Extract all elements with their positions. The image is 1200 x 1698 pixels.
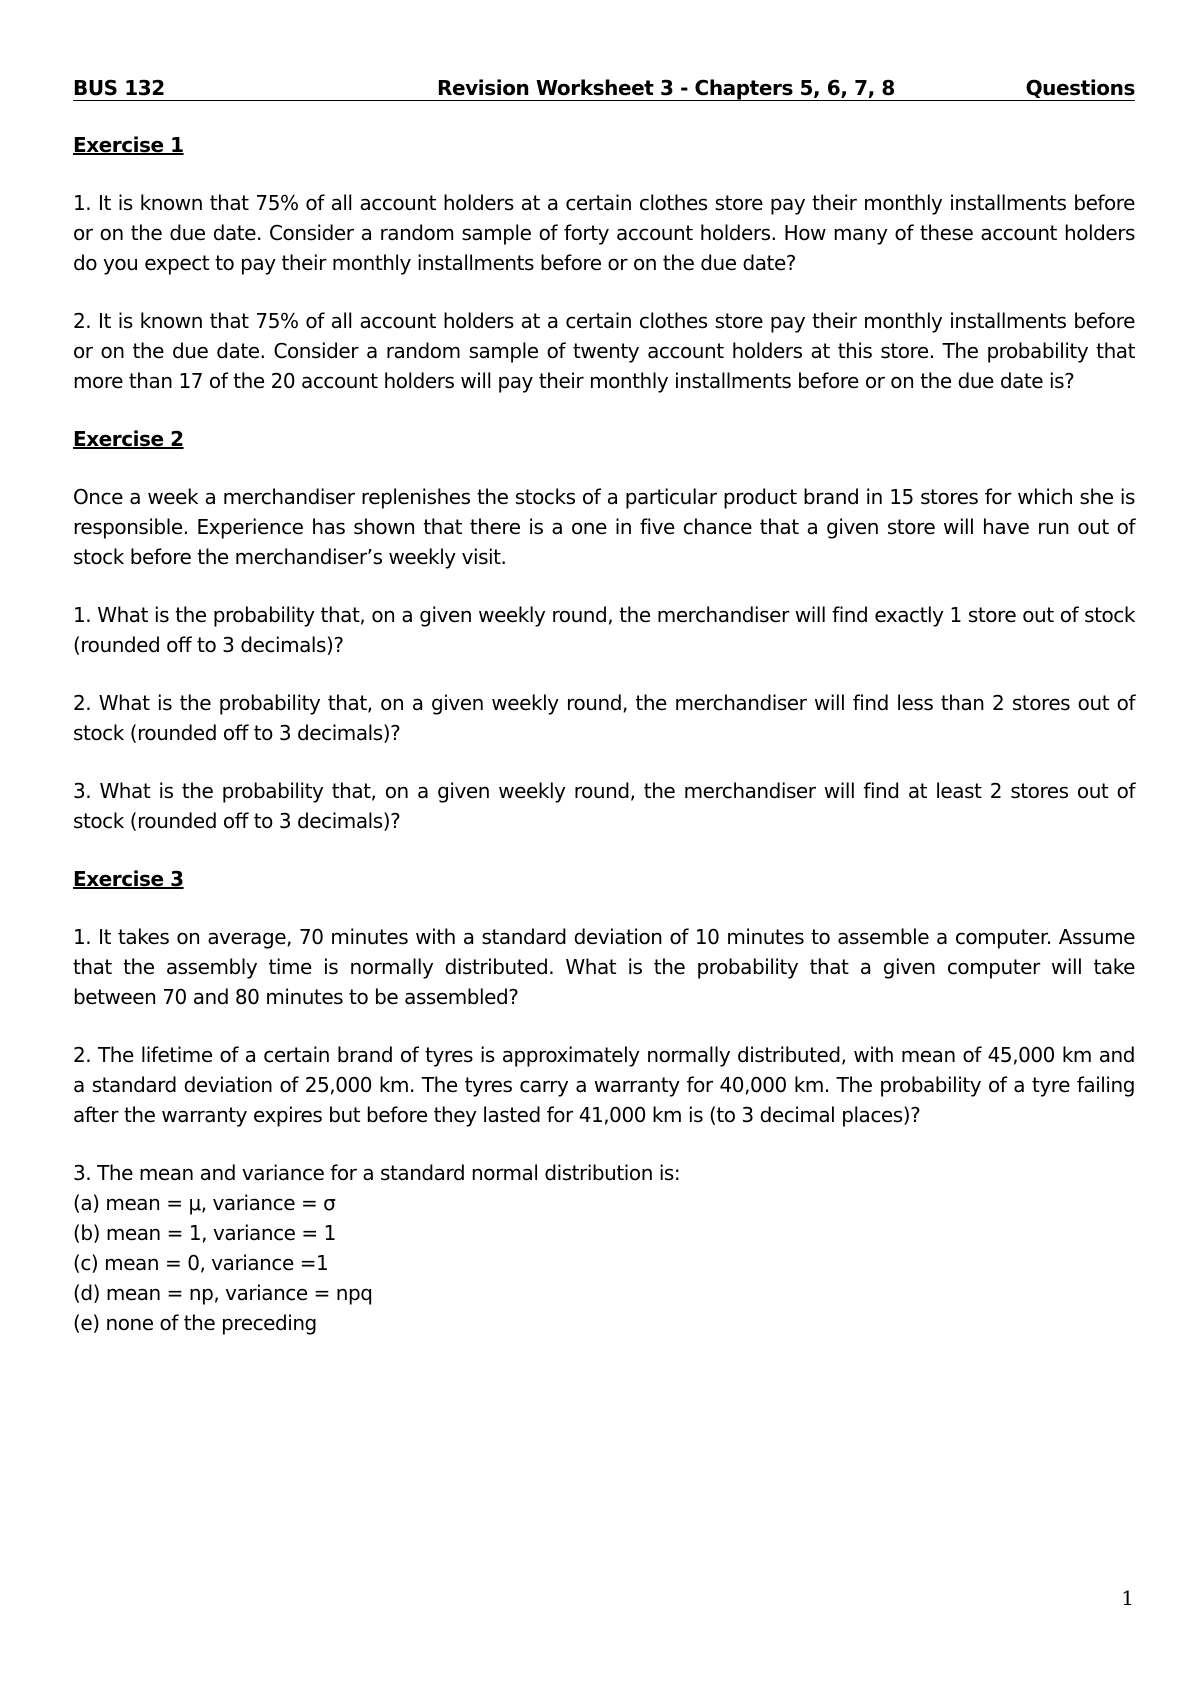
exercise-1	[73, 130, 1135, 396]
exercise-1-question-2: 2. It is known that 75% of all account holders at a certain clothes store pay their monthly installments before or on the due date. Consider a random sample of twenty account holders at this store. The probability that more than 17 of the 20 account holders will pay their monthly installments before or on the due date is?	[73, 309, 1135, 393]
exercise-2-intro: Once a week a merchandiser replenishes the stocks of a particular product brand in 15 stores for which she is responsible. Experience has shown that there is a one in five chance that a given store will have run out of stock before the merchandiser’s weekly visit.	[73, 485, 1135, 569]
page-header	[73, 76, 1135, 101]
exercise-3-heading: Exercise 3	[73, 867, 184, 891]
worksheet-content	[73, 130, 1135, 1338]
option-d: (d) mean = np, variance = npq	[73, 1281, 373, 1305]
worksheet-title: Revision Worksheet 3 - Chapters 5, 6, 7, 8	[437, 76, 895, 100]
exercise-3	[73, 864, 1135, 1338]
option-e: (e) none of the preceding	[73, 1311, 317, 1335]
exercise-2-heading: Exercise 2	[73, 427, 184, 451]
exercise-2-question-2: 2. What is the probability that, on a given weekly round, the merchandiser will find less than 2 stores out of stock (rounded off to 3 decimals)?	[73, 691, 1135, 745]
course-code: BUS 132	[73, 76, 165, 100]
exercise-2	[73, 424, 1135, 836]
option-b: (b) mean = 1, variance = 1	[73, 1221, 336, 1245]
exercise-2-question-1: 1. What is the probability that, on a given weekly round, the merchandiser will find exactly 1 store out of stock (rounded off to 3 decimals)?	[73, 603, 1135, 657]
page-number: 1	[1121, 1586, 1134, 1610]
exercise-3-question-2: 2. The lifetime of a certain brand of tyres is approximately normally distributed, with mean of 45,000 km and a standard deviation of 25,000 km. The tyres carry a warranty for 40,000 km. The probability of a tyre failing after the warranty expires but before they lasted for 41,000 km is (to 3 decimal places)?	[73, 1043, 1135, 1127]
option-a: (a) mean = μ, variance = σ	[73, 1191, 336, 1215]
exercise-1-heading: Exercise 1	[73, 133, 184, 157]
exercise-3-question-1: 1. It takes on average, 70 minutes with a standard deviation of 10 minutes to assemble a computer. Assume that the assembly time is normally distributed. What is the probability that a given computer will take between 70 and 80 minutes to be assembled?	[73, 925, 1135, 1009]
exercise-3-question-3: 3. The mean and variance for a standard normal distribution is:	[73, 1161, 681, 1185]
exercise-3-question-3-block	[73, 1158, 1135, 1338]
section-label: Questions	[1025, 76, 1135, 100]
exercise-1-question-1: 1. It is known that 75% of all account holders at a certain clothes store pay their monthly installments before or on the due date. Consider a random sample of forty account holders. How many of these account holders do you expect to pay their monthly installments before or on the due date?	[73, 191, 1135, 275]
exercise-2-question-3: 3. What is the probability that, on a given weekly round, the merchandiser will find at least 2 stores out of stock (rounded off to 3 decimals)?	[73, 779, 1135, 833]
option-c: (c) mean = 0, variance =1	[73, 1251, 329, 1275]
